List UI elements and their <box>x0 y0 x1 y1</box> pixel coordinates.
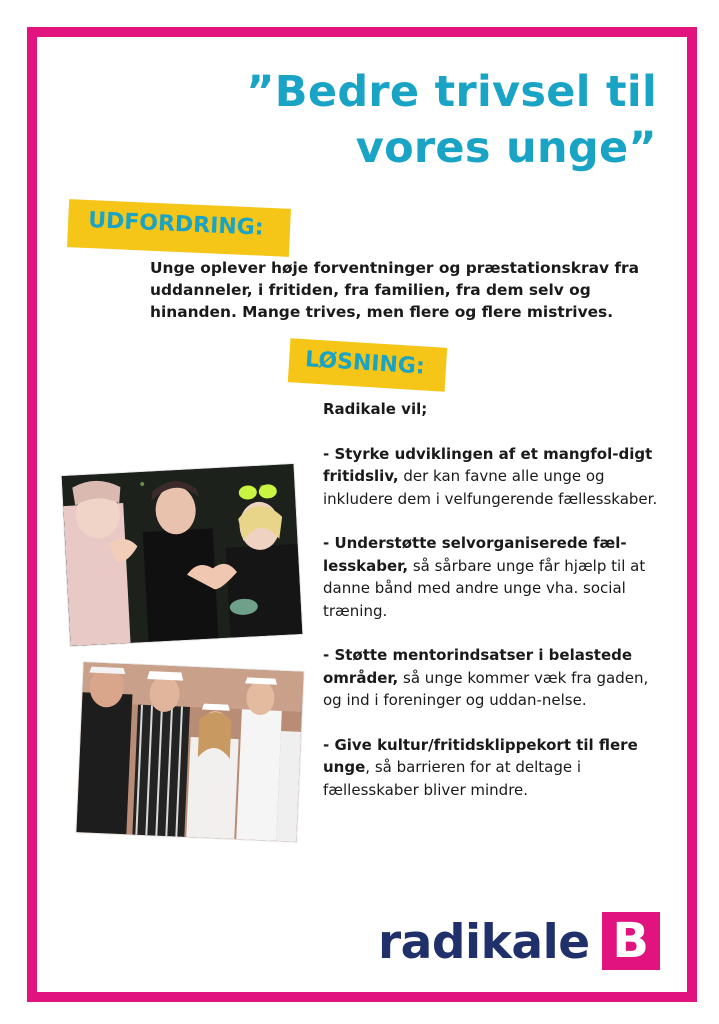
solution-item <box>323 443 668 511</box>
headline-line-2: vores unge” <box>355 123 657 173</box>
solution-item-text: , så barrieren for at deltage i fællesskaber bliver mindre. <box>323 758 582 799</box>
solution-intro: Radikale vil; <box>323 400 428 418</box>
solution-item-bold: - Støtte mentorindsatser i belastede områder, <box>323 646 633 687</box>
logo-wordmark: radikale <box>378 914 590 970</box>
solution-item <box>323 734 668 802</box>
headline <box>237 64 657 176</box>
headline-line-1: ”Bedre trivsel til <box>246 67 657 117</box>
solution-item <box>323 532 668 622</box>
solution-item-bold: - Give kultur/fritidsklippekort til flere unge <box>323 735 638 776</box>
radikale-logo <box>378 909 660 973</box>
solution-item-text: så sårbare unge får hjælp til at danne bånd med andre unge vha. social træning. <box>323 556 646 620</box>
solution-column <box>323 398 668 823</box>
photo-friends-hearts <box>62 464 303 646</box>
solution-item-bold: - Styrke udviklingen af et mangfol-digt fritidsliv, <box>323 444 653 485</box>
challenge-text: Unge oplever høje forventninger og præstationskrav fra uddanneler, i fritiden, fra familien, fra dem selv og hinanden. Mange trives, men flere og flere mistrives. <box>150 259 640 321</box>
photo-graduates <box>76 662 303 841</box>
solution-item-bold: - Understøtte selvorganiserede fæl-lesskaber, <box>323 534 627 575</box>
challenge-label: UDFORDRING: <box>87 208 265 241</box>
solution-label: LØSNING: <box>304 347 426 380</box>
challenge-tag <box>67 199 291 257</box>
solution-item <box>323 644 668 712</box>
solution-item-text: så unge kommer væk fra gaden, og ind i foreninger og uddan-nelse. <box>323 668 649 709</box>
logo-letter-box: B <box>602 912 660 970</box>
solution-item-text: der kan favne alle unge og inkludere dem i velfungerende fællesskaber. <box>323 467 658 508</box>
